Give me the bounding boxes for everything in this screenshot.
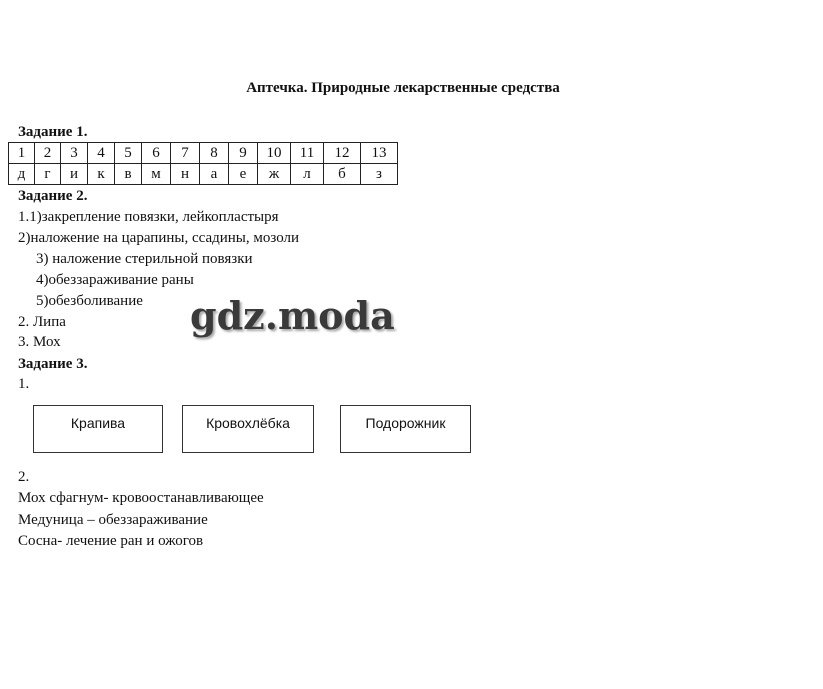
- table-cell-letter: л: [291, 164, 324, 185]
- table-cell-number: 7: [171, 143, 200, 164]
- task1-heading: Задание 1.: [18, 124, 88, 140]
- plant-name: Кровохлёбка: [206, 415, 290, 431]
- plant-box-krovokhlebka: [182, 405, 314, 453]
- table-cell-number: 12: [324, 143, 361, 164]
- plant-box-podorozhnik: [340, 405, 471, 453]
- task2-line: 5)обезболивание: [36, 293, 143, 309]
- table-cell-letter: к: [88, 164, 115, 185]
- task3-line: Мох сфагнум- кровоостанавливающее: [18, 490, 264, 506]
- table-cell-letter: з: [361, 164, 398, 185]
- table-cell-number: 2: [35, 143, 61, 164]
- task2-line: 1.1)закрепление повязки, лейкопластыря: [18, 209, 279, 225]
- table-cell-letter: г: [35, 164, 61, 185]
- task2-heading: Задание 2.: [18, 188, 88, 204]
- task3-line: Медуница – обеззараживание: [18, 512, 208, 528]
- answer-table-numbers-row: [9, 143, 398, 164]
- task2-line: 4)обеззараживание раны: [36, 272, 194, 288]
- table-cell-number: 1: [9, 143, 35, 164]
- table-cell-letter: ж: [258, 164, 291, 185]
- plant-box-krapiva: [33, 405, 163, 453]
- table-cell-number: 4: [88, 143, 115, 164]
- watermark-logo: gdz.moda: [190, 293, 395, 338]
- page-title: Аптечка. Природные лекарственные средства: [246, 80, 560, 96]
- task2-line: 2)наложение на царапины, ссадины, мозоли: [18, 230, 300, 246]
- table-cell-number: 10: [258, 143, 291, 164]
- table-cell-number: 8: [200, 143, 229, 164]
- task3-item1-label: 1.: [18, 376, 30, 392]
- plant-name: Крапива: [70, 415, 126, 431]
- table-cell-number: 5: [115, 143, 142, 164]
- table-cell-letter: и: [61, 164, 88, 185]
- table-cell-letter: в: [115, 164, 142, 185]
- task3-heading: Задание 3.: [18, 356, 88, 372]
- table-cell-number: 3: [61, 143, 88, 164]
- table-cell-number: 9: [229, 143, 258, 164]
- table-cell-letter: а: [200, 164, 229, 185]
- table-cell-letter: н: [171, 164, 200, 185]
- task3-item2-label: 2.: [18, 469, 30, 485]
- table-cell-letter: б: [324, 164, 361, 185]
- answer-table: [8, 142, 398, 185]
- task2-line: 3. Мох: [18, 334, 61, 350]
- plant-name: Подорожник: [365, 415, 446, 431]
- answer-table-letters-row: [9, 164, 398, 185]
- table-cell-letter: д: [9, 164, 35, 185]
- table-cell-letter: е: [229, 164, 258, 185]
- task2-line: 2. Липа: [18, 314, 66, 330]
- table-cell-number: 13: [361, 143, 398, 164]
- table-cell-letter: м: [142, 164, 171, 185]
- table-cell-number: 6: [142, 143, 171, 164]
- task3-line: Сосна- лечение ран и ожогов: [18, 533, 204, 549]
- task2-line: 3) наложение стерильной повязки: [36, 251, 253, 267]
- table-cell-number: 11: [291, 143, 324, 164]
